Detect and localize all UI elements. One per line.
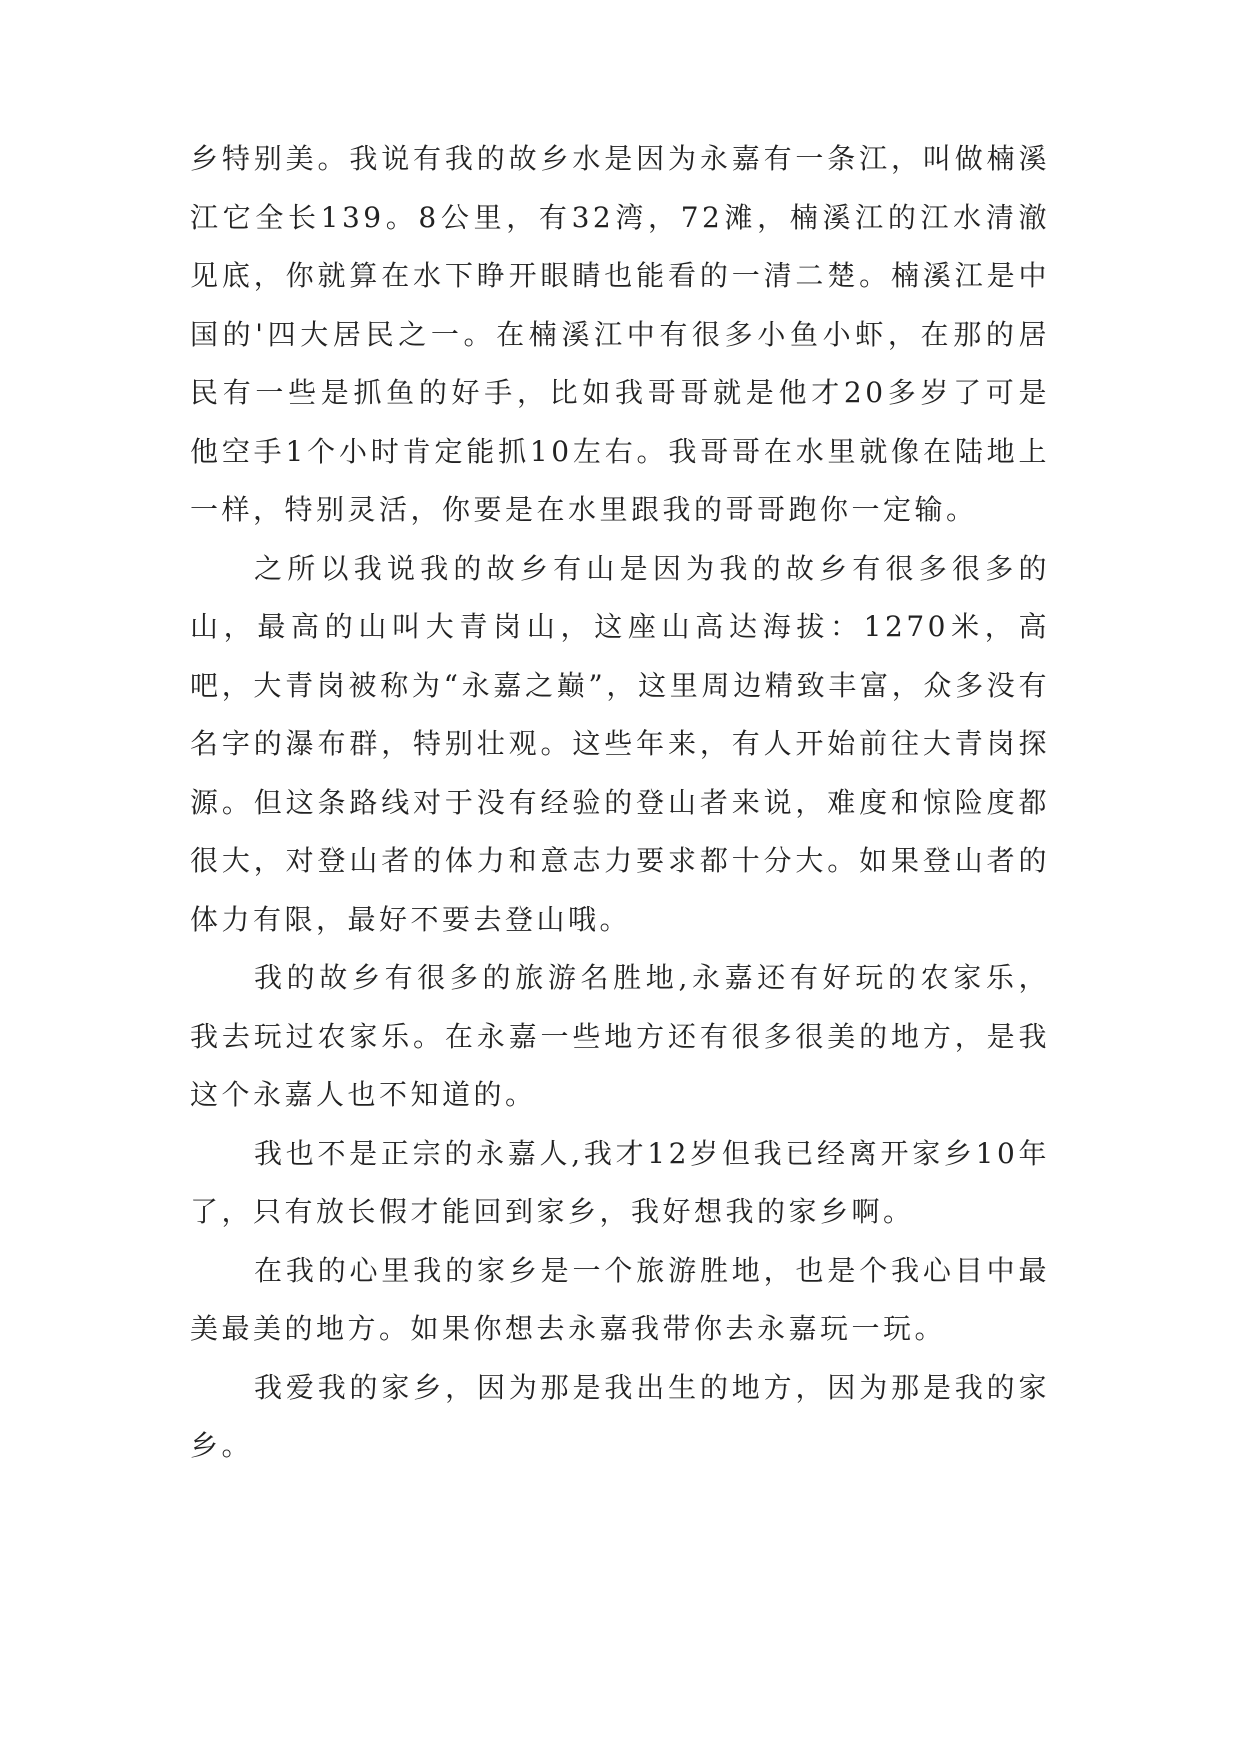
paragraph-mountain: 之所以我说我的故乡有山是因为我的故乡有很多很多的山，最高的山叫大青岗山，这座山高达海拔：1270米，高吧，大青岗被称为“永嘉之巅”，这里周边精致丰富，众多没有名字的瀑布群，特别壮观。这些年来，有人开始前往大青岗探源。但这条路线对于没有经验的登山者来说，难度和惊险度都很大，对登山者的体力和意志力要求都十分大。如果登山者的体力有限，最好不要去登山哦。 [190, 551, 1050, 936]
paragraph-in-my-heart: 在我的心里我的家乡是一个旅游胜地，也是个我心目中最美最美的地方。如果你想去永嘉我带你去永嘉玩一玩。 [190, 1253, 1050, 1345]
paragraph-water: 乡特别美。我说有我的故乡水是因为永嘉有一条江，叫做楠溪江它全长139。8公里，有32湾，72滩，楠溪江的江水清澈见底，你就算在水下睁开眼睛也能看的一清二楚。楠溪江是中国的'四大居民之一。在楠溪江中有很多小鱼小虾，在那的居民有一些是抓鱼的好手，比如我哥哥就是他才20多岁了可是他空手1个小时肯定能抓10左右。我哥哥在水里就像在陆地上一样，特别灵活，你要是在水里跟我的哥哥跑你一定输。 [190, 142, 1050, 526]
paragraph-conclusion: 我爱我的家乡，因为那是我出生的地方，因为那是我的家乡。 [190, 1370, 1050, 1462]
paragraph-tourism: 我的故乡有很多的旅游名胜地,永嘉还有好玩的农家乐，我去玩过农家乐。在永嘉一些地方还有很多很美的地方，是我这个永嘉人也不知道的。 [190, 961, 1050, 1111]
document-body [190, 130, 1050, 1476]
paragraph-not-native: 我也不是正宗的永嘉人,我才12岁但我已经离开家乡10年了，只有放长假才能回到家乡，我好想我的家乡啊。 [190, 1136, 1050, 1228]
